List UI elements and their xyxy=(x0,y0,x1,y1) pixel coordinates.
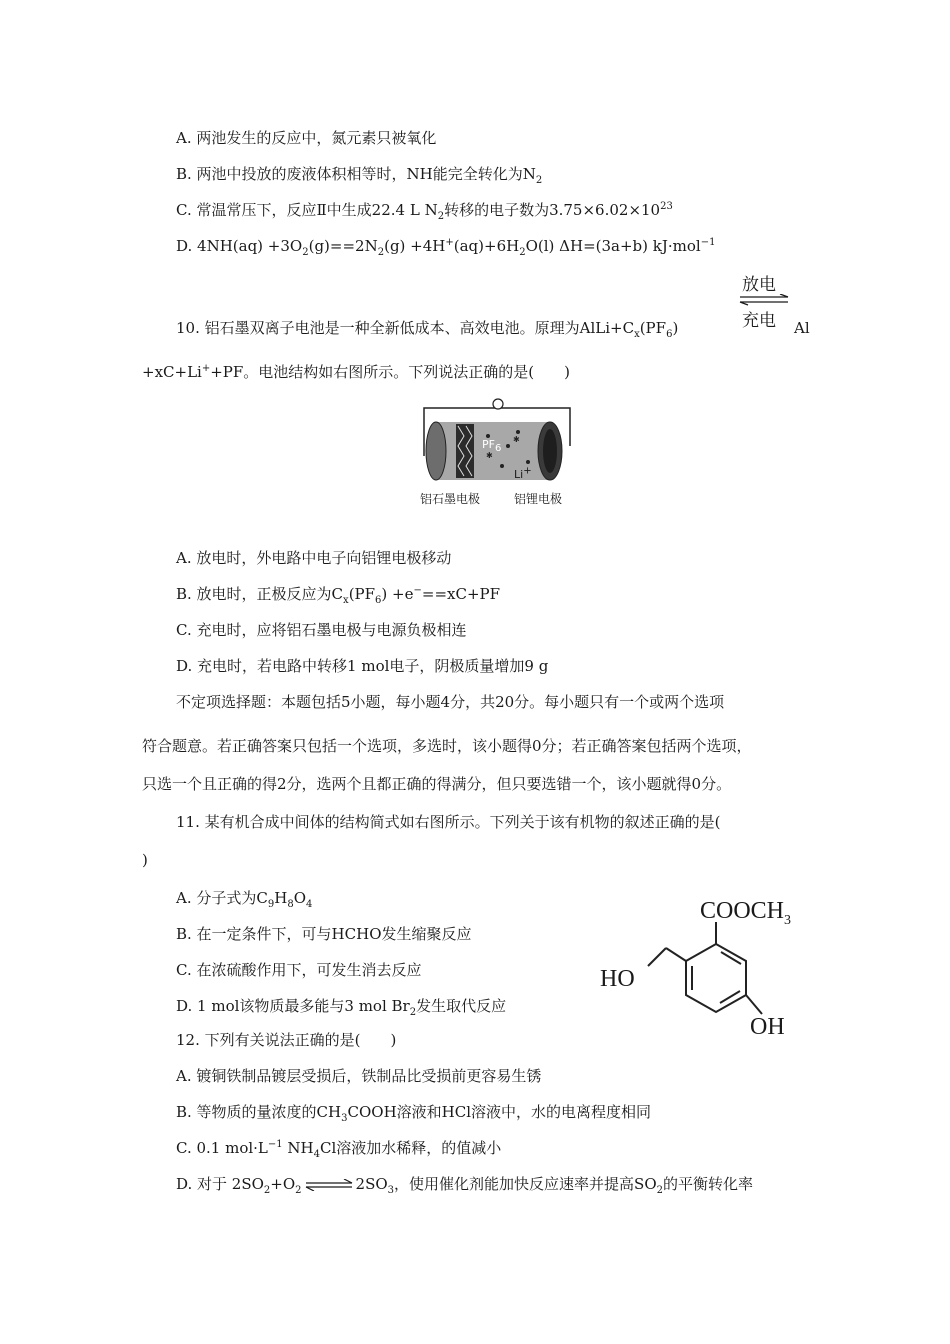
q11-stem-line1: 11. 某有机合成中间体的结构简式如右图所示。下列关于该有机物的叙述正确的是( xyxy=(176,813,721,831)
graphite-electrode-label: 铝石墨电极 xyxy=(420,492,481,506)
q10-stem-line1: 10. 铝石墨双离子电池是一种全新低成本、高效电池。原理为$AlLi+C_x(PF_6)$ xyxy=(176,319,679,340)
q9-option-c: C. 常温常压下，反应Ⅱ中生成22.4 L $N_2$转移的电子数为$3.75\times 6.02\times 10^{23}$ xyxy=(176,201,673,222)
ho-group: HO xyxy=(600,966,635,992)
pf6-ion-label: $PF_6$ xyxy=(482,438,502,455)
q10-option-b: B. 放电时，正极反应为$C_x(PF_6) +e^-==xC+PF$ xyxy=(176,585,501,606)
chemical-structure xyxy=(596,896,816,1046)
q9-option-a: A. 两池发生的反应中，氮元素只被氧化 xyxy=(176,129,437,147)
q9-option-d: D. $4NH(aq) +3O_2(g)==2N_2(g) +4H^+(aq)+6H_2O(l)$ ΔH=(3a+b) kJ·mol$^{-1}$ xyxy=(176,237,716,258)
li-ion-label: Li+ xyxy=(514,465,532,481)
battery-diagram xyxy=(418,396,578,508)
svg-text:✱: ✱ xyxy=(486,451,493,460)
q11-option-c: C. 在浓硫酸作用下，可发生消去反应 xyxy=(176,961,422,979)
li-electrode-label: 铝锂电极 xyxy=(514,492,563,506)
section-instruction-line3: 只选一个且正确的得2分，选两个且都正确的得满分，但只要选错一个，该小题就得0分。 xyxy=(142,775,732,793)
q11-option-b: B. 在一定条件下，可与HCHO发生缩聚反应 xyxy=(176,925,472,943)
section-instruction-line1: 不定项选择题：本题包括5小题，每小题4分，共20分。每小题只有一个或两个选项 xyxy=(176,693,725,711)
discharge-label: 放电 xyxy=(742,275,776,295)
q10-option-d: D. 充电时，若电路中转移1 mol电子，阴极质量增加9 g xyxy=(176,657,549,675)
coo-ch3-group: $COOCH_3$ xyxy=(700,898,792,928)
charge-label: 充电 xyxy=(742,311,776,331)
q12-stem: 12. 下列有关说法正确的是( ) xyxy=(176,1031,397,1049)
double-arrow-icon xyxy=(736,294,792,306)
q12-option-b: B. 等物质的量浓度的$CH_3COOH$溶液和HCl溶液中，水的电离程度相同 xyxy=(176,1103,652,1124)
section-instruction-line2: 符合题意。若正确答案只包括一个选项，多选时，该小题得0分；若正确答案包括两个选项， xyxy=(142,737,752,755)
q11-option-a: A. 分子式为$C_9H_8O_4$ xyxy=(176,889,313,910)
oh-group: OH xyxy=(750,1014,785,1040)
q11-option-d: D. 1 mol该物质最多能与3 mol $Br_2$发生取代反应 xyxy=(176,997,507,1018)
q12-option-c: C. 0.1 $mol\cdot L^{-1}$ $NH_4Cl$溶液加水稀释，的值减小 xyxy=(176,1139,502,1160)
q10-option-c: C. 充电时，应将铝石墨电极与电源负极相连 xyxy=(176,621,467,639)
q10-option-a: A. 放电时，外电路中电子向铝锂电极移动 xyxy=(176,549,452,567)
q10-stem-tail: Al xyxy=(794,319,810,337)
q10-stem-line2: +xC+Li++PF。电池结构如右图所示。下列说法正确的是( ) xyxy=(142,363,571,381)
discharge-charge-arrows xyxy=(736,268,792,332)
q12-option-d: D. 对于 $2SO_2+O_2$ $2SO_3$，使用催化剂能加快反应速率并提高$SO_2$的平衡转化率 xyxy=(176,1175,754,1196)
q12-option-a: A. 镀铜铁制品镀层受损后，铁制品比受损前更容易生锈 xyxy=(176,1067,542,1085)
equilibrium-arrow-icon xyxy=(304,1179,354,1191)
q9-option-b: B. 两池中投放的废液体积相等时，NH能完全转化为$N_2$ xyxy=(176,165,543,186)
svg-text:✱: ✱ xyxy=(513,435,520,444)
q11-stem-line2: ) xyxy=(142,851,148,869)
